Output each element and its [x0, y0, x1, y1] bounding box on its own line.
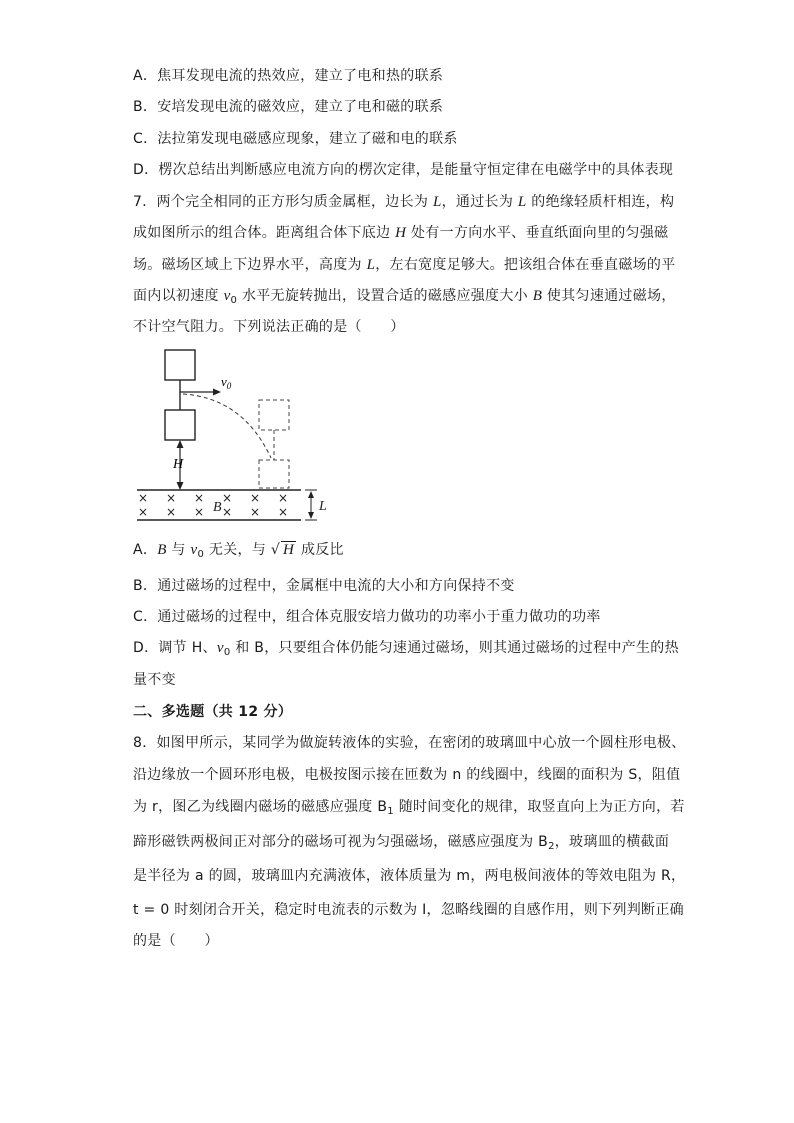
section-2-title: 二、多选题（共 12 分）: [133, 704, 293, 720]
q7-stem-line-2: 成如图所示的组合体。距离组合体下底边 H 处有一方向水平、垂直纸面向里的匀强磁: [133, 225, 669, 241]
q7-stem-line-4: 面内以初速度 $v_0$ 水平无旋转抛出，设置合适的磁感应强度大小 B 使其匀速通过磁场，: [133, 288, 676, 306]
q7-option-d-line-2: 量不变: [133, 672, 176, 688]
lower-frame: [165, 410, 195, 440]
dashed-upper-frame: [259, 400, 289, 430]
sqrt-symbol: √: [270, 542, 281, 558]
q7-option-c: C．通过磁场的过程中，组合体克服安培力做功的功率小于重力做功的功率: [133, 609, 601, 625]
velocity-arrowhead: [213, 389, 221, 396]
upper-frame: [165, 350, 195, 380]
svg-text:×: ×: [166, 505, 177, 519]
q8-line-2: 沿边缘放一个圆环形电极，电极按图示接在匝数为 n 的线圈中，线圈的面积为 S，阻值: [133, 767, 681, 783]
svg-text:×: ×: [278, 505, 289, 519]
dashed-lower-frame: [259, 460, 289, 488]
q7-figure: [133, 340, 333, 526]
q6-option-d: D．楞次总结出判断感应电流方向的楞次定律，是能量守恒定律在电磁学中的具体表现: [133, 162, 674, 178]
q7-option-a: A．B 与 $v_0$ 无关，与 √ H 成反比: [133, 542, 344, 560]
q8-line-3: 为 r，图乙为线圈内磁场的磁感应强度 $B_1$ 随时间变化的规律，取竖直向上为正方向，若: [133, 799, 685, 817]
thickness-arrow-bottom: [308, 512, 314, 519]
q7-stem-line-1: 7．两个完全相同的正方形匀质金属框，边长为 L，通过长为 L 的绝缘轻质杆相连，构: [133, 194, 675, 210]
q8-line-4: 蹄形磁铁两极间正对部分的磁场可视为匀强磁场，磁感应强度为 $B_2$，玻璃皿的横截面: [133, 834, 670, 852]
svg-text:×: ×: [278, 491, 289, 505]
q8-line-6: t = 0 时刻闭合开关，稳定时电流表的示数为 I，忽略线圈的自感作用，则下列判断正确: [133, 902, 684, 918]
q6-option-b: B．安培发现电流的磁效应，建立了电和磁的联系: [133, 99, 444, 115]
svg-text:×: ×: [194, 491, 205, 505]
svg-text:×: ×: [250, 505, 261, 519]
q8-line-7: 的是（ ）: [133, 933, 219, 949]
svg-text:×: ×: [138, 491, 149, 505]
trajectory-path: [183, 394, 271, 458]
q7-stem-line-3: 场。磁场区域上下边界水平，高度为 L，左右宽度足够大。把该组合体在垂直磁场的平: [133, 257, 676, 273]
svg-text:×: ×: [222, 505, 233, 519]
thickness-arrow-top: [308, 491, 314, 498]
thickness-label: L: [319, 499, 327, 514]
svg-text:×: ×: [138, 505, 149, 519]
svg-text:×: ×: [166, 491, 177, 505]
svg-text:×: ×: [222, 491, 233, 505]
svg-text:×: ×: [194, 505, 205, 519]
q6-option-c: C．法拉第发现电磁感应现象，建立了磁和电的联系: [133, 131, 458, 147]
q7-option-d-line-1: D．调节 H、$v_0$ 和 B，只要组合体仍能匀速通过磁场，则其通过磁场的过程中产生的热: [133, 640, 679, 658]
q8-line-5: 是半径为 a 的圆，玻璃皿内充满液体，液体质量为 m，两电极间液体的等效电阻为 R，: [133, 868, 686, 884]
height-arrow-bottom: [177, 482, 184, 490]
q6-option-a: A．焦耳发现电流的热效应，建立了电和热的联系: [133, 68, 444, 84]
height-arrow-top: [177, 440, 184, 448]
field-label: B: [213, 500, 222, 515]
q7-option-b: B．通过磁场的过程中，金属框中电流的大小和方向保持不变: [133, 578, 515, 594]
q8-line-1: 8．如图甲所示，某同学为做旋转液体的实验，在密闭的玻璃皿中心放一个圆柱形电极、: [133, 735, 686, 751]
velocity-label: $v_0$: [221, 374, 232, 391]
q7-stem-line-5: 不计空气阻力。下列说法正确的是（ ）: [133, 319, 405, 335]
height-label: H: [173, 457, 184, 472]
svg-text:×: ×: [250, 491, 261, 505]
